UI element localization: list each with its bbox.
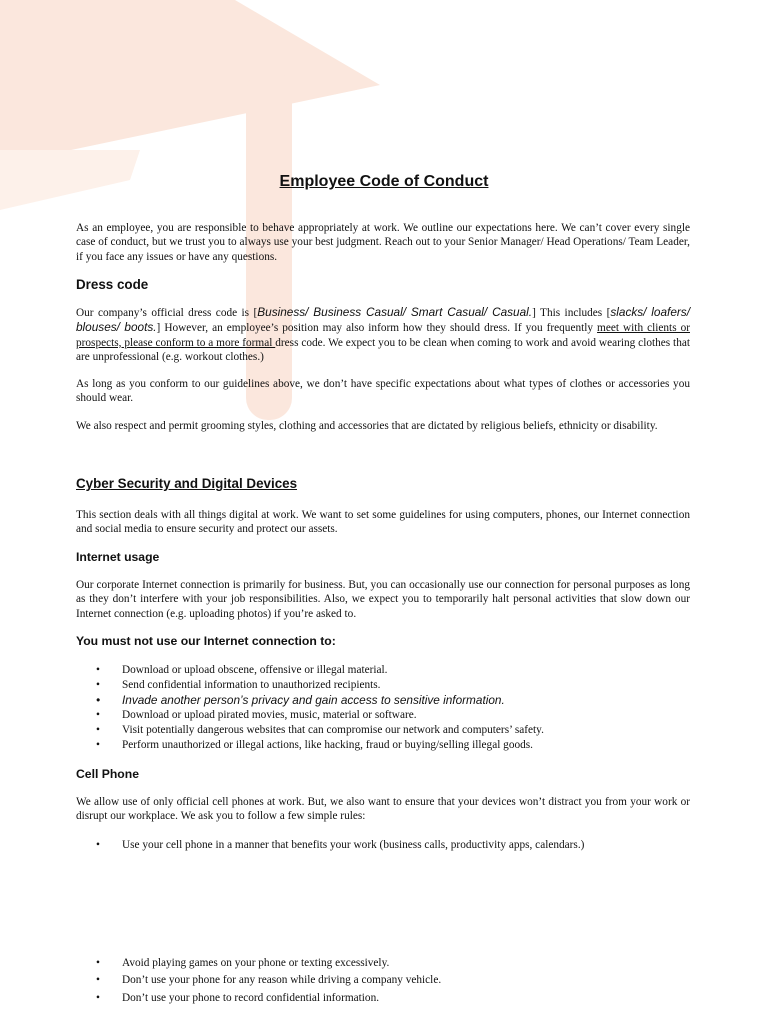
list-item: • Perform unauthorized or illegal actions, like hacking, fraud or buying/selling illegal goods. xyxy=(96,738,696,753)
internet-usage-paragraph: Our corporate Internet connection is primarily for business. But, you can occasionally use our connection for personal purposes as long as they don’t interfere with your job responsibilities. Also, we expect you to temporarily halt personal activities that slow down our Internet connection (e.g. uploading photos) if you’re asked to. xyxy=(76,579,690,620)
dress-code-text: dress code. We expect you to be clean when coming to work and avoid wearing clothes that are unprofessional (e.g. workout clothes.) xyxy=(76,336,690,363)
list-item: • Download or upload obscene, offensive or illegal material. xyxy=(96,663,696,678)
dress-code-paragraph-2: As long as you conform to our guidelines above, we don’t have specific expectations about what types of clothes or accessories you should wear. xyxy=(76,378,690,405)
document-title: Employee Code of Conduct xyxy=(279,173,489,190)
must-not-heading: You must not use our Internet connection to: xyxy=(76,634,336,648)
cell-phone-list-2 xyxy=(96,956,696,1006)
intro-paragraph: As an employee, you are responsible to behave appropriately at work. We outline our expectations here. We can’t cover every single case of conduct, but we trust you to always use your best judgment. Reach out to your Senior Manager/ Head Operations/ Team Leader, if you face any issues or have any questions. xyxy=(76,222,690,263)
list-item: • Use your cell phone in a manner that benefits your work (business calls, productivity apps, calendars.) xyxy=(96,838,696,853)
dress-code-text: ] This includes [ xyxy=(532,307,611,319)
list-item: • Avoid playing games on your phone or texting excessively. xyxy=(96,956,696,973)
cyber-security-heading: Cyber Security and Digital Devices xyxy=(76,476,298,491)
dress-code-paragraph-1 xyxy=(76,305,690,364)
dress-code-underlined-text: meet with clients or prospects, please conform to a more formal xyxy=(76,322,690,349)
list-item: • Invade another person’s privacy and gain access to sensitive information. xyxy=(96,693,696,708)
cyber-security-intro: This section deals with all things digital at work. We want to set some guidelines for using computers, phones, our Internet connection and social media to ensure security and protect our assets. xyxy=(76,509,690,536)
dress-code-paragraph-3: We also respect and permit grooming styles, clothing and accessories that are dictated by religious beliefs, ethnicity or disability. xyxy=(76,420,658,432)
list-item: • Download or upload pirated movies, music, material or software. xyxy=(96,708,696,723)
dress-code-items: slacks/ loafers/ blouses/ boots. xyxy=(76,305,690,335)
internet-usage-heading: Internet usage xyxy=(76,550,160,564)
list-item: • Send confidential information to unauthorized recipients. xyxy=(96,678,696,693)
list-item: • Don’t use your phone for any reason while driving a company vehicle. xyxy=(96,973,696,991)
dress-code-heading: Dress code xyxy=(76,277,149,292)
cell-phone-heading: Cell Phone xyxy=(76,767,139,781)
cell-phone-list-1 xyxy=(96,838,696,853)
dress-code-options: Business/ Business Casual/ Smart Casual/ Casual. xyxy=(257,305,533,319)
cell-phone-paragraph: We allow use of only official cell phones at work. But, we also want to ensure that your devices won’t distract you from your work or disrupt our workplace. We ask you to follow a few simple rules: xyxy=(76,796,690,823)
dress-code-text: Our company’s official dress code is [ xyxy=(76,307,258,319)
list-item: • Visit potentially dangerous websites that can compromise our network and computers’ safety. xyxy=(96,723,696,738)
dress-code-text: ] However, an employee’s position may also inform how they should dress. If you frequently xyxy=(156,322,598,335)
must-not-list xyxy=(96,663,696,753)
list-item: • Don’t use your phone to record confidential information. xyxy=(96,991,696,1006)
